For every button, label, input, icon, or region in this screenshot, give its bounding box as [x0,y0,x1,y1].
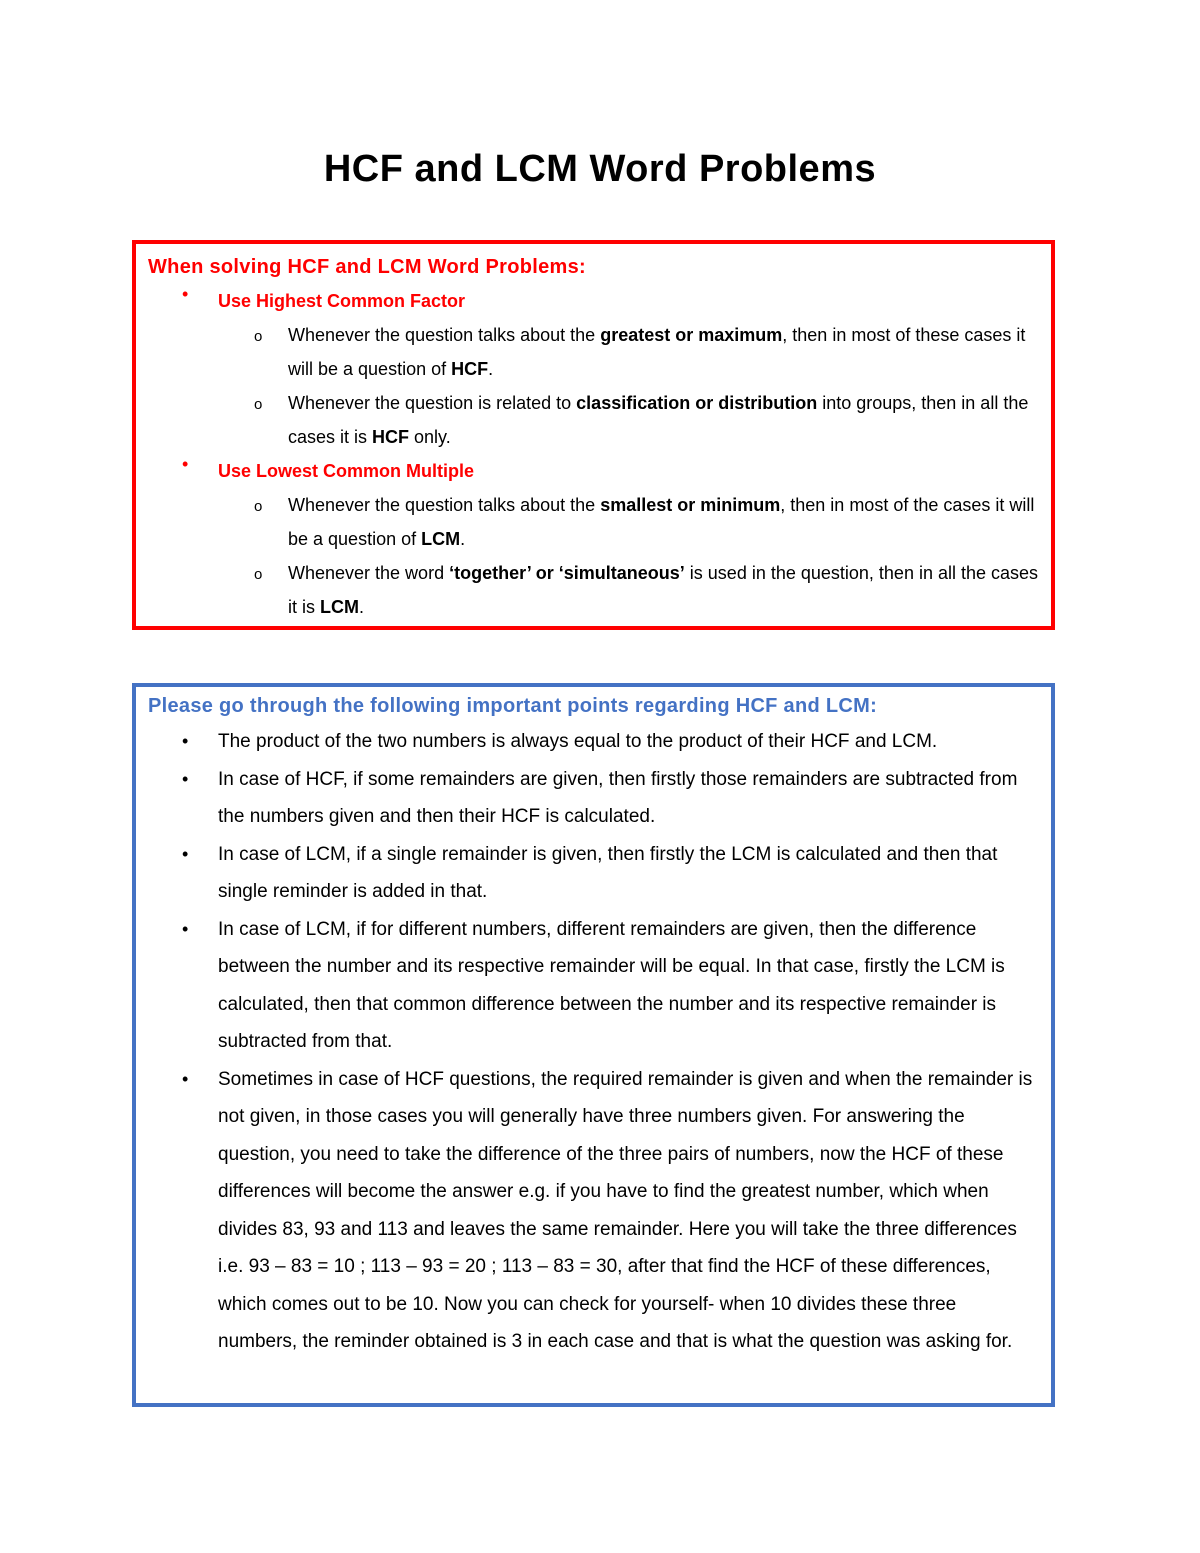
points-heading: Please go through the following important points regarding HCF and LCM: [148,695,878,717]
page-title: HCF and LCM Word Problems [323,148,877,190]
rule-item: o Whenever the question is related to classification or distribution into groups, then in all the cases it is HCF only. [148,386,1039,454]
bullet-icon: • [182,731,189,751]
bullet-icon: • [182,284,189,304]
section-hcf [148,284,1039,318]
circle-bullet-icon: o [254,566,263,583]
rules-heading: When solving HCF and LCM Word Problems: [148,256,586,278]
point-item: • In case of HCF, if some remainders are given, then firstly those remainders are subtracted from the numbers given and then their HCF is calculated. [148,761,1039,836]
section-lcm-label: Use Lowest Common Multiple [218,461,475,481]
section-hcf-label: Use Highest Common Factor [218,291,466,311]
point-item: • The product of the two numbers is always equal to the product of their HCF and LCM. [148,723,1039,761]
hcf-lcm-rules-box [132,240,1055,630]
circle-bullet-icon: o [254,328,263,345]
circle-bullet-icon: o [254,396,263,413]
rule-item: o Whenever the word ‘together’ or ‘simultaneous’ is used in the question, then in all the cases it is LCM. [148,556,1039,624]
rule-item: o Whenever the question talks about the greatest or maximum, then in most of these cases it will be a question of HCF. [148,318,1039,386]
rule-item: o Whenever the question talks about the smallest or minimum, then in most of the cases it will be a question of LCM. [148,488,1039,556]
points-list [148,723,1039,1361]
point-item: • In case of LCM, if a single remainder is given, then firstly the LCM is calculated and then that single reminder is added in that. [148,836,1039,911]
important-points-box [132,683,1055,1407]
circle-bullet-icon: o [254,498,263,515]
bullet-icon: • [182,454,189,474]
bullet-icon: • [182,918,189,939]
point-item: • In case of LCM, if for different numbers, different remainders are given, then the difference between the number and its respective remainder will be equal. In that case, firstly the LCM is calculated, then that common difference between the number and its respective remainder is subtracted from that. [148,911,1039,1061]
bullet-icon: • [182,1068,189,1089]
bullet-icon: • [182,768,189,789]
bullet-icon: • [182,843,189,864]
point-item: • Sometimes in case of HCF questions, the required remainder is given and when the remainder is not given, in those cases you will generally have three numbers given. For answering the question, you need to take the difference of the three pairs of numbers, now the HCF of these differences will become the answer e.g. if you have to find the greatest number, which when divides 83, 93 and 113 and leaves the same remainder. Here you will take the three differences i.e. 93 – 83 = 10 ; 113 – 93 = 20 ; 113 – 83 = 30, after that find the HCF of these differences, which comes out to be 10. Now you can check for yourself- when 10 divides these three numbers, the reminder obtained is 3 in each case and that is what the question was asking for. [148,1061,1039,1361]
section-lcm [148,454,1039,488]
rules-list [148,284,1039,624]
